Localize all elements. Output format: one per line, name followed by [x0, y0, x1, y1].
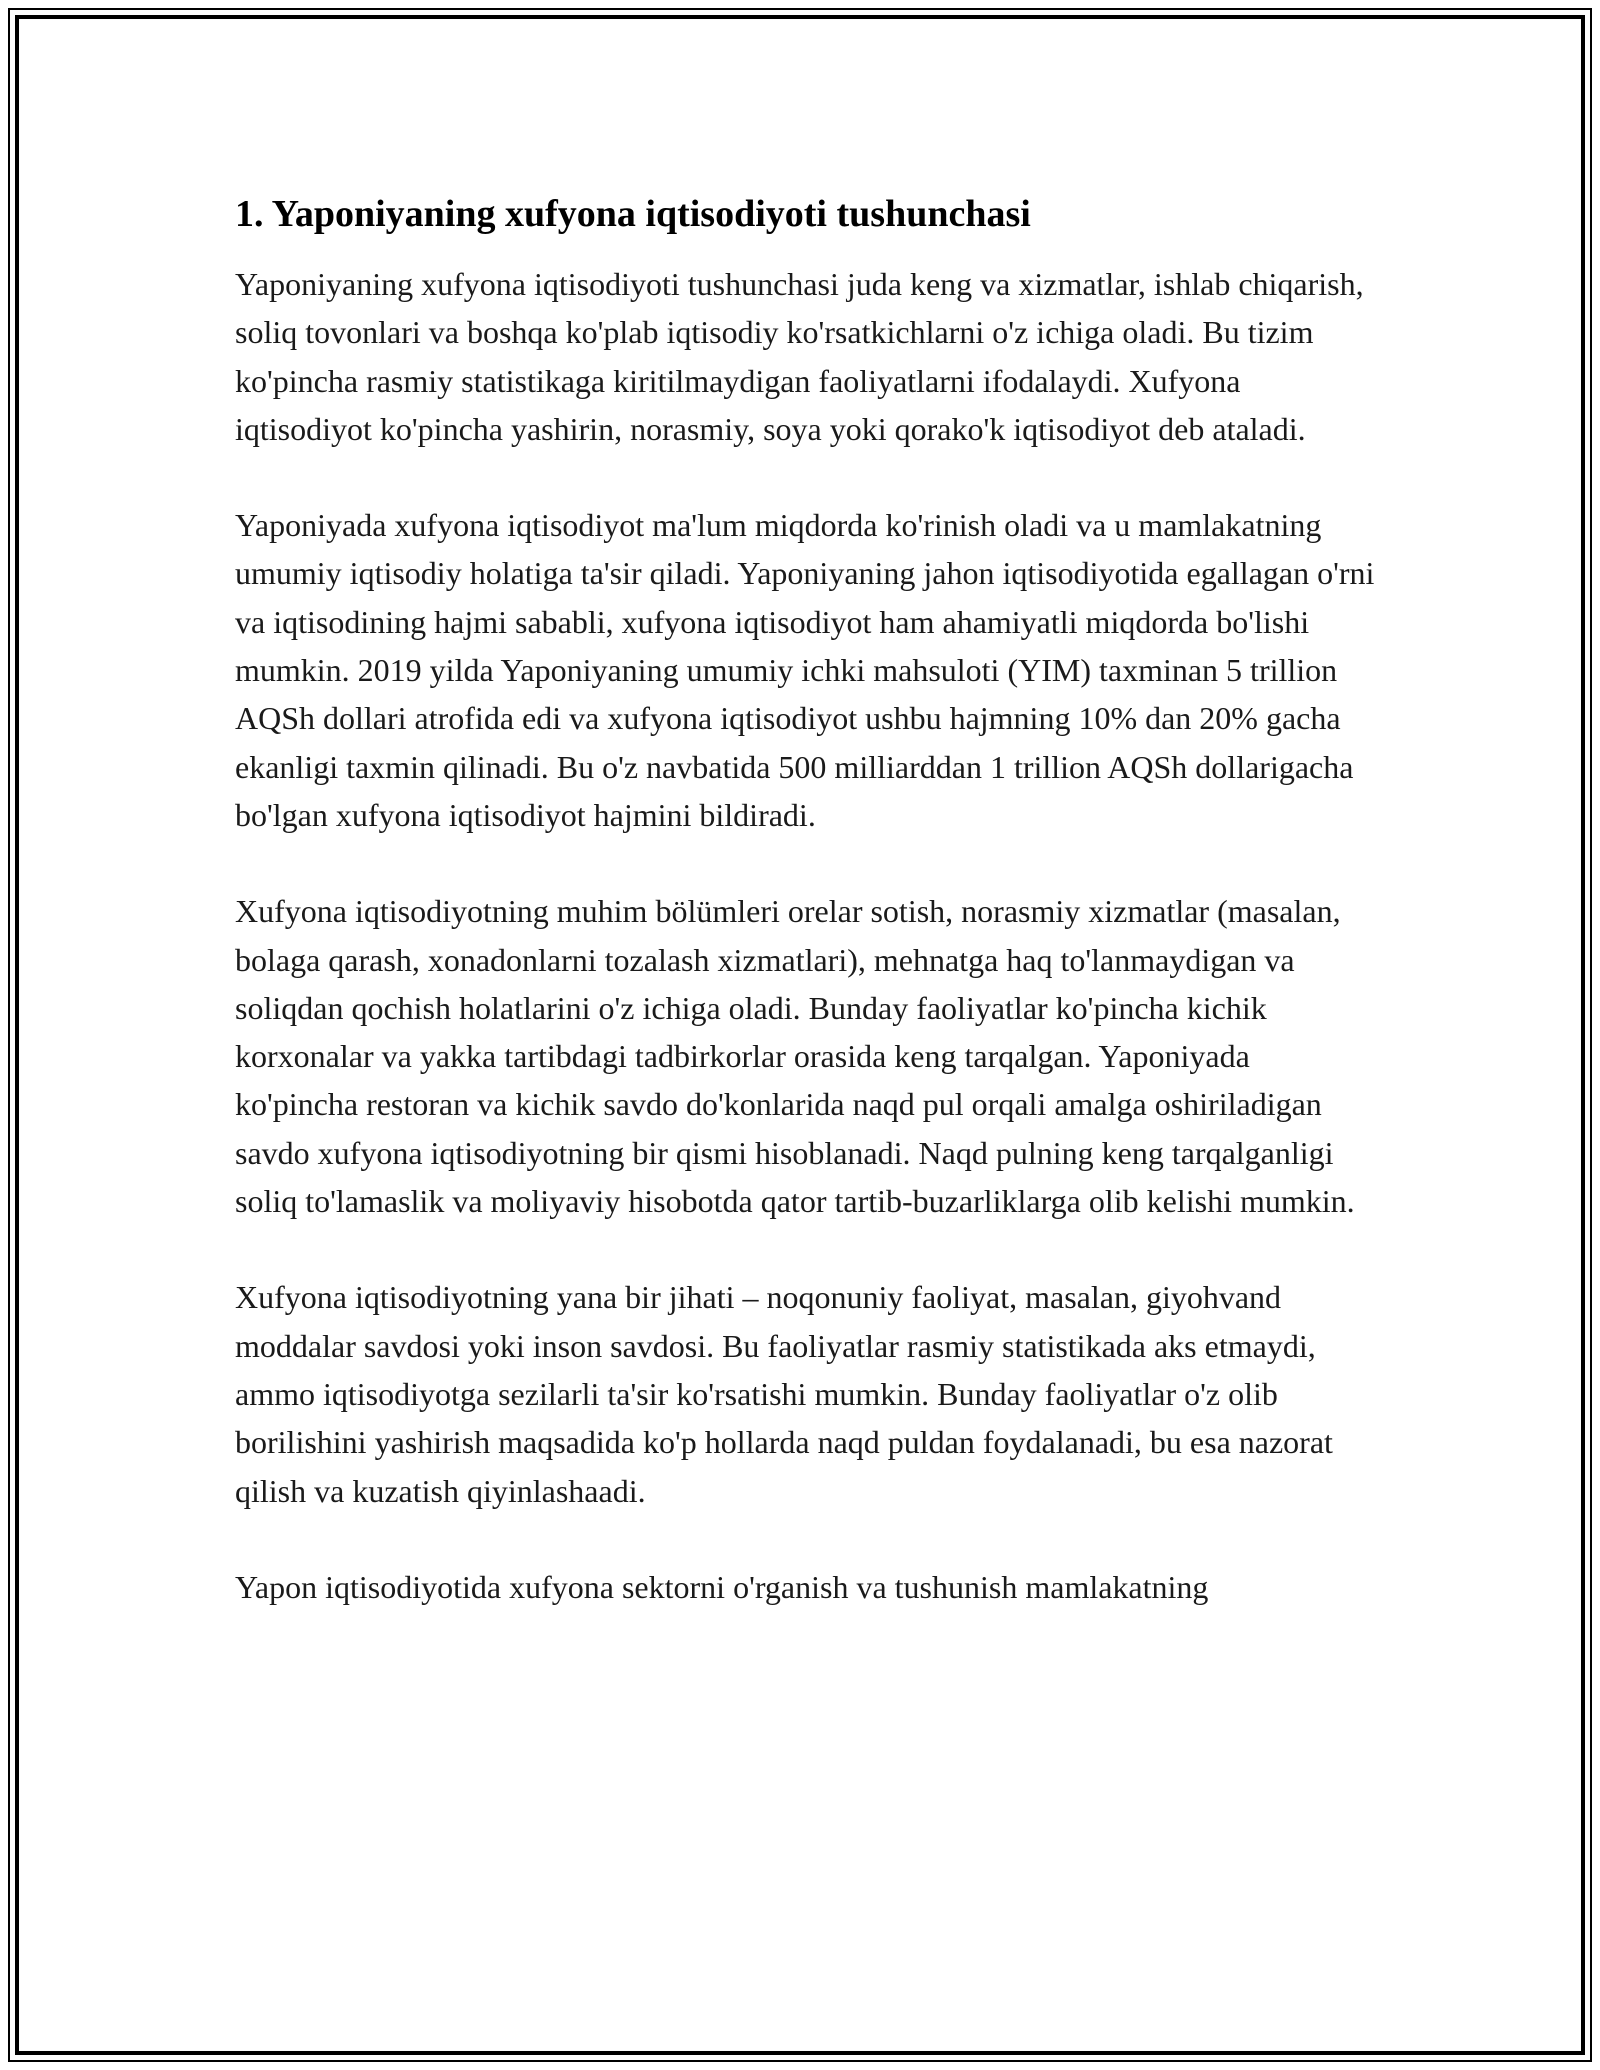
document-body: [235, 188, 1375, 1659]
paragraph-2: Yaponiyada xufyona iqtisodiyot ma'lum miqdorda ko'rinish oladi va u mamlakatning umumiy iqtisodiy holatiga ta'sir qiladi. Yaponiyaning jahon iqtisodiyotida egallagan o'rni va iqtisodining hajmi sababli, xufyona iqtisodiyot ham ahamiyatli miqdorda bo'lishi mumkin. 2019 yilda Yaponiyaning umumiy ichki mahsuloti (YIM) taxminan 5 trillion AQSh dollari atrofida edi va xufyona iqtisodiyot ushbu hajmning 10% dan 20% gacha ekanligi taxmin qilinadi. Bu o'z navbatida 500 milliarddan 1 trillion AQSh dollarigacha bo'lgan xufyona iqtisodiyot hajmini bildiradi.: [235, 507, 1375, 833]
paragraph-3: Xufyona iqtisodiyotning muhim bölümleri orelar sotish, norasmiy xizmatlar (masalan, bolaga qarash, xonadonlarni tozalash xizmatlari), mehnatga haq to'lanmaydigan va soliqdan qochish holatlarini o'z ichiga oladi. Bunday faoliyatlar ko'pincha kichik korxonalar va yakka tartibdagi tadbirkorlar orasida keng tarqalgan. Yaponiyada ko'pincha restoran va kichik savdo do'konlarida naqd pul orqali amalga oshiriladigan savdo xufyona iqtisodiyotning bir qismi hisoblanadi. Naqd pulning keng tarqalganligi soliq to'lamaslik va moliyaviy hisobotda qator tartib-buzarliklarga olib kelishi mumkin.: [235, 893, 1355, 1220]
section-heading: 1. Yaponiyaning xufyona iqtisodiyoti tushunchasi: [235, 193, 1031, 235]
paragraph-1: Yaponiyaning xufyona iqtisodiyoti tushunchasi juda keng va xizmatlar, ishlab chiqarish, soliq tovonlari va boshqa ko'plab iqtisodiy ko'rsatkichlarni o'z ichiga oladi. Bu tizim ko'pincha rasmiy statistikaga kiritilmaydigan faoliyatlarni ifodalaydi. Xufyona iqtisodiyot ko'pincha yashirin, norasmiy, soya yoki qorako'k iqtisodiyot deb ataladi.: [235, 266, 1364, 447]
paragraph-5: Yapon iqtisodiyotida xufyona sektorni o'rganish va tushunish mamlakatning: [235, 1568, 1209, 1605]
paragraph-4: Xufyona iqtisodiyotning yana bir jihati – noqonuniy faoliyat, masalan, giyohvand moddalar savdosi yoki inson savdosi. Bu faoliyatlar rasmiy statistikada aks etmaydi, ammo iqtisodiyotga sezilarli ta'sir ko'rsatishi mumkin. Bunday faoliyatlar o'z olib borilishini yashirish maqsadida ko'p hollarda naqd puldan foydalanadi, bu esa nazorat qilish va kuzatish qiyinlashaadi.: [235, 1279, 1333, 1509]
